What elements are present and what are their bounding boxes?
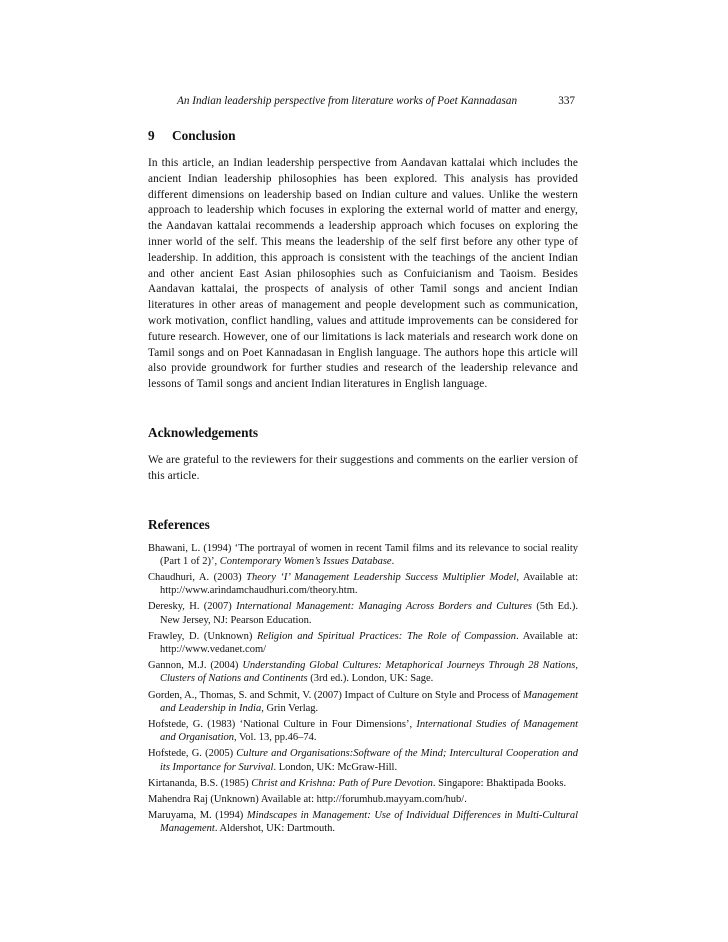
reference-text: Hofstede, G. (1983) ‘National Culture in Four Dimensions’, [148,718,417,730]
reference-item [148,571,578,598]
reference-details: (5th Ed.). New Jersey, NJ: Pearson Education. [160,601,579,626]
conclusion-paragraph: In this article, an Indian leadership perspective from Aandavan kattalai which includes the ancient Indian leadership philosophies has been explored. This analysis has provided different dimensions on leadership based on Indian culture and values. Unlike the western approach to leadership which focuses in exploring the external world of matter and energy, the Aandavan kattalai recommends a leadership approach which focuses on exploring the inner world of the self. This means the leadership of the self first before any other type of leadership. In addition, this approach is consistent with the teachings of the ancient Indian and other ancient East Asian philosophies such as Confuicianism and Taoism. Besides Aandavan kattalai, the prospects of analysis of other Tamil songs and ancient Indian literatures in other areas of management and people development such as communication, work motivation, conflict handling, values and attitude improvements can be considered for future research. However, one of our limitations is lack materials and research work done on Tamil songs and on Poet Kannadasan in English language. The authors hope this article will also provide groundwork for further studies and research of the leadership relevance and lessons of Tamil songs and ancient Indian literatures in English language. [148,157,578,391]
reference-item [148,793,578,806]
section-number: 9 [148,128,155,143]
reference-text: Gorden, A., Thomas, S. and Schmit, V. (2007) Impact of Culture on Style and Process of [148,689,524,701]
reference-text: Deresky, H. (2007) [148,601,237,613]
reference-details: . London, UK: McGraw-Hill. [273,761,398,773]
reference-title: Contemporary Women’s Issues Database [219,555,392,567]
reference-item [148,777,578,790]
reference-text: Maruyama, M. (1994) [148,809,247,821]
reference-text: Bhawani, L. (1994) ‘The portrayal of women in recent Tamil films and its relevance to social reality (Part 1 of 2)’, [148,542,578,567]
reference-title: Christ and Krishna: Path of Pure Devotion [251,777,433,789]
reference-text: Gannon, M.J. (2004) [148,660,243,672]
running-header [148,94,578,108]
reference-title: Management and Leadership in India [160,689,578,714]
reference-item [148,630,578,657]
page-number: 337 [558,95,575,107]
reference-text: Mahendra Raj (Unknown) Available at: http://forumhub.mayyam.com/hub/. [148,793,467,805]
reference-item [148,542,578,569]
acknowledgements-paragraph: We are grateful to the reviewers for their suggestions and comments on the earlier version of this article. [148,453,578,482]
reference-details: , Vol. 13, pp.46–74. [234,732,317,744]
reference-details: , Grin Verlag. [261,702,319,714]
reference-text: Frawley, D. (Unknown) [148,630,257,642]
conclusion-heading [148,128,578,144]
reference-title: Religion and Spiritual Practices: The Role of Compassion [257,630,517,642]
reference-item [148,809,578,836]
reference-title: International Management: Managing Across Borders and Cultures [236,601,533,613]
reference-title: Understanding Global Cultures: Metaphorical Journeys Through 28 Nations, Clusters of Nations and Continents [160,660,578,685]
reference-details: . Aldershot, UK: Dartmouth. [214,823,335,835]
reference-item [148,600,578,627]
reference-item [148,689,578,716]
reference-title: Mindscapes in Management: Use of Individual Differences in Multi-Cultural Management [160,809,578,835]
reference-title: International Studies of Management and Organisation [160,718,578,744]
reference-item [148,718,578,745]
reference-text: Chaudhuri, A. (2003) [148,571,247,583]
references-heading: References [148,516,210,532]
document-page [148,94,578,838]
reference-details: . Singapore: Bhaktipada Books. [432,777,567,789]
reference-title: Theory ‘I’ Management Leadership Success Multiplier Model [246,571,517,583]
reference-item [148,747,578,774]
reference-details: . Available at: http://www.vedanet.com/ [160,630,578,656]
section-title: Conclusion [172,128,236,143]
reference-details: , Available at: http://www.arindamchaudhuri.com/theory.htm. [160,571,579,597]
reference-details: (3rd ed.). London, UK: Sage. [307,673,434,685]
reference-title: Culture and Organisations:Software of the Mind; Intercultural Cooperation and its Importance for Survival [160,748,578,773]
running-title: An Indian leadership perspective from literature works of Poet Kannadasan [177,95,518,107]
reference-text: Kirtananda, B.S. (1985) [148,777,252,789]
reference-item [148,659,578,686]
reference-list [148,542,578,836]
reference-details: . [391,555,395,567]
reference-text: Hofstede, G. (2005) [148,748,237,760]
acknowledgements-heading: Acknowledgements [148,424,259,440]
